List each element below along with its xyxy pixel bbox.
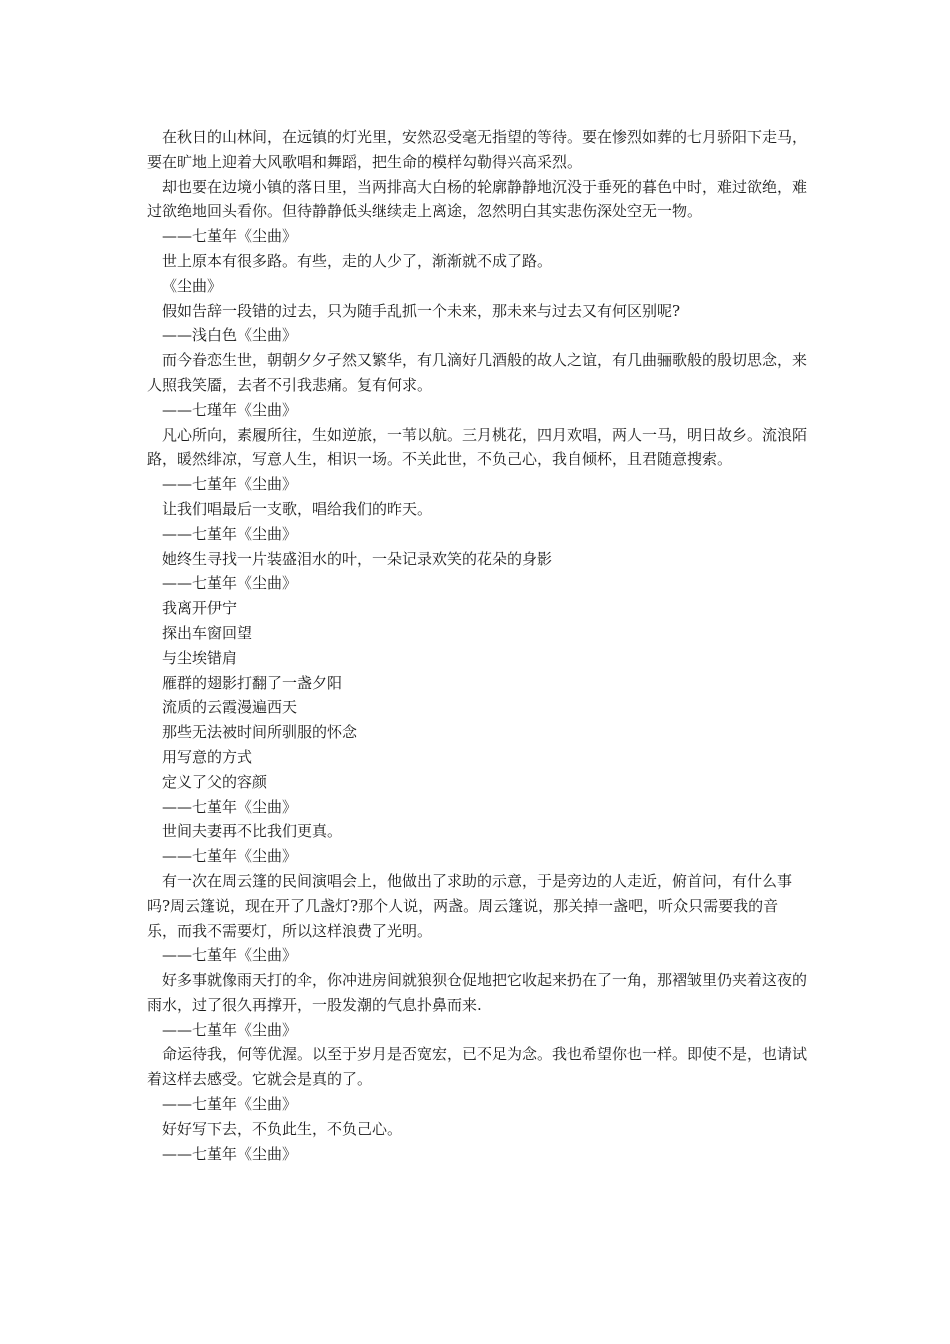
poem-line-4: 雁群的翅影打翻了一盏夕阳 <box>162 673 343 692</box>
poem-line-6: 那些无法被时间所驯服的怀念 <box>162 723 358 742</box>
citation-11: ——七堇年《尘曲》 <box>162 1020 298 1039</box>
poem-line-7: 用写意的方式 <box>162 747 253 766</box>
paragraph-10: 有一次在周云篷的民间演唱会上，他做出了求助的示意，于是旁边的人走近，俯首问，有什么事吗?周云篷说，现在开了几盏灯?那个人说，两盏。周云篷说，那关掉一盏吧，听众只需要我的音乐，而我不需要灯，所以这样浪费了光明。 <box>147 871 793 940</box>
paragraph-5: 而今眷恋生世，朝朝夕夕孑然又繁华，有几滴好几酒般的故人之谊，有几曲骊歌般的殷切思念，来人照我笑靥，去者不引我悲痛。复有何求。 <box>147 351 808 394</box>
paragraph-3: 世上原本有很多路。有些，走的人少了，渐渐就不成了路。 <box>162 251 553 270</box>
citation-8: ——七堇年《尘曲》 <box>162 797 298 816</box>
citation-4: ——七瑾年《尘曲》 <box>162 400 298 419</box>
paragraph-8: 她终生寻找一片装盛泪水的叶，一朵记录欢笑的花朵的身影 <box>162 549 553 568</box>
paragraph-11: 好多事就像雨天打的伞，你冲进房间就狼狈仓促地把它收起来扔在了一角，那褶皱里仍夹着这夜的雨水，过了很久再撑开，一股发潮的气息扑鼻而来. <box>147 971 808 1014</box>
citation-12: ——七堇年《尘曲》 <box>162 1095 298 1114</box>
citation-3: ——浅白色《尘曲》 <box>162 326 298 345</box>
paragraph-2: 却也要在边境小镇的落日里，当两排高大白杨的轮廓静静地沉没于垂死的暮色中时，难过欲绝，难过欲绝地回头看你。但待静静低头继续走上离途，忽然明白其实悲伤深处空无一物。 <box>147 177 808 221</box>
paragraph-9: 世间夫妻再不比我们更真。 <box>162 822 343 841</box>
paragraph-12: 命运待我，何等优渥。以至于岁月是否宽宏，已不足为念。我也希望你也一样。即使不是，也请试着这样去感受。它就会是真的了。 <box>147 1045 808 1089</box>
citation-9: ——七堇年《尘曲》 <box>162 847 298 866</box>
poem-line-3: 与尘埃错肩 <box>162 648 238 667</box>
citation-7: ——七堇年《尘曲》 <box>162 574 298 593</box>
paragraph-13: 好好写下去，不负此生，不负己心。 <box>162 1119 403 1138</box>
paragraph-1: 在秋日的山林间，在远镇的灯光里，安然忍受毫无指望的等待。要在惨烈如葬的七月骄阳下走马，要在旷地上迎着大风歌唱和舞蹈，把生命的模样勾勒得兴高采烈。 <box>147 128 808 171</box>
paragraph-7: 让我们唱最后一支歌，唱给我们的昨天。 <box>162 499 433 518</box>
citation-13: ——七堇年《尘曲》 <box>162 1144 298 1163</box>
citation-10: ——七堇年《尘曲》 <box>162 946 298 965</box>
poem-line-1: 我离开伊宁 <box>162 599 238 618</box>
poem-line-5: 流质的云霞漫遍西天 <box>162 698 298 717</box>
paragraph-6: 凡心所向，素履所往，生如逆旅，一苇以航。三月桃花，四月欢唱，两人一马，明日故乡。流浪陌路，暖然绯凉，写意人生，相识一场。不关此世，不负己心，我自倾杯，且君随意搜索。 <box>147 425 808 469</box>
document-body <box>147 125 807 1166</box>
citation-2: 《尘曲》 <box>162 276 223 295</box>
paragraph-4: 假如告辞一段错的过去，只为随手乱抓一个未来，那未来与过去又有何区别呢? <box>162 301 681 320</box>
citation-6: ——七堇年《尘曲》 <box>162 524 298 543</box>
citation-5: ——七堇年《尘曲》 <box>162 475 298 494</box>
poem-line-2: 探出车窗回望 <box>162 623 253 642</box>
poem-line-8: 定义了父的容颜 <box>162 772 268 791</box>
citation-1: ——七堇年《尘曲》 <box>162 227 298 246</box>
